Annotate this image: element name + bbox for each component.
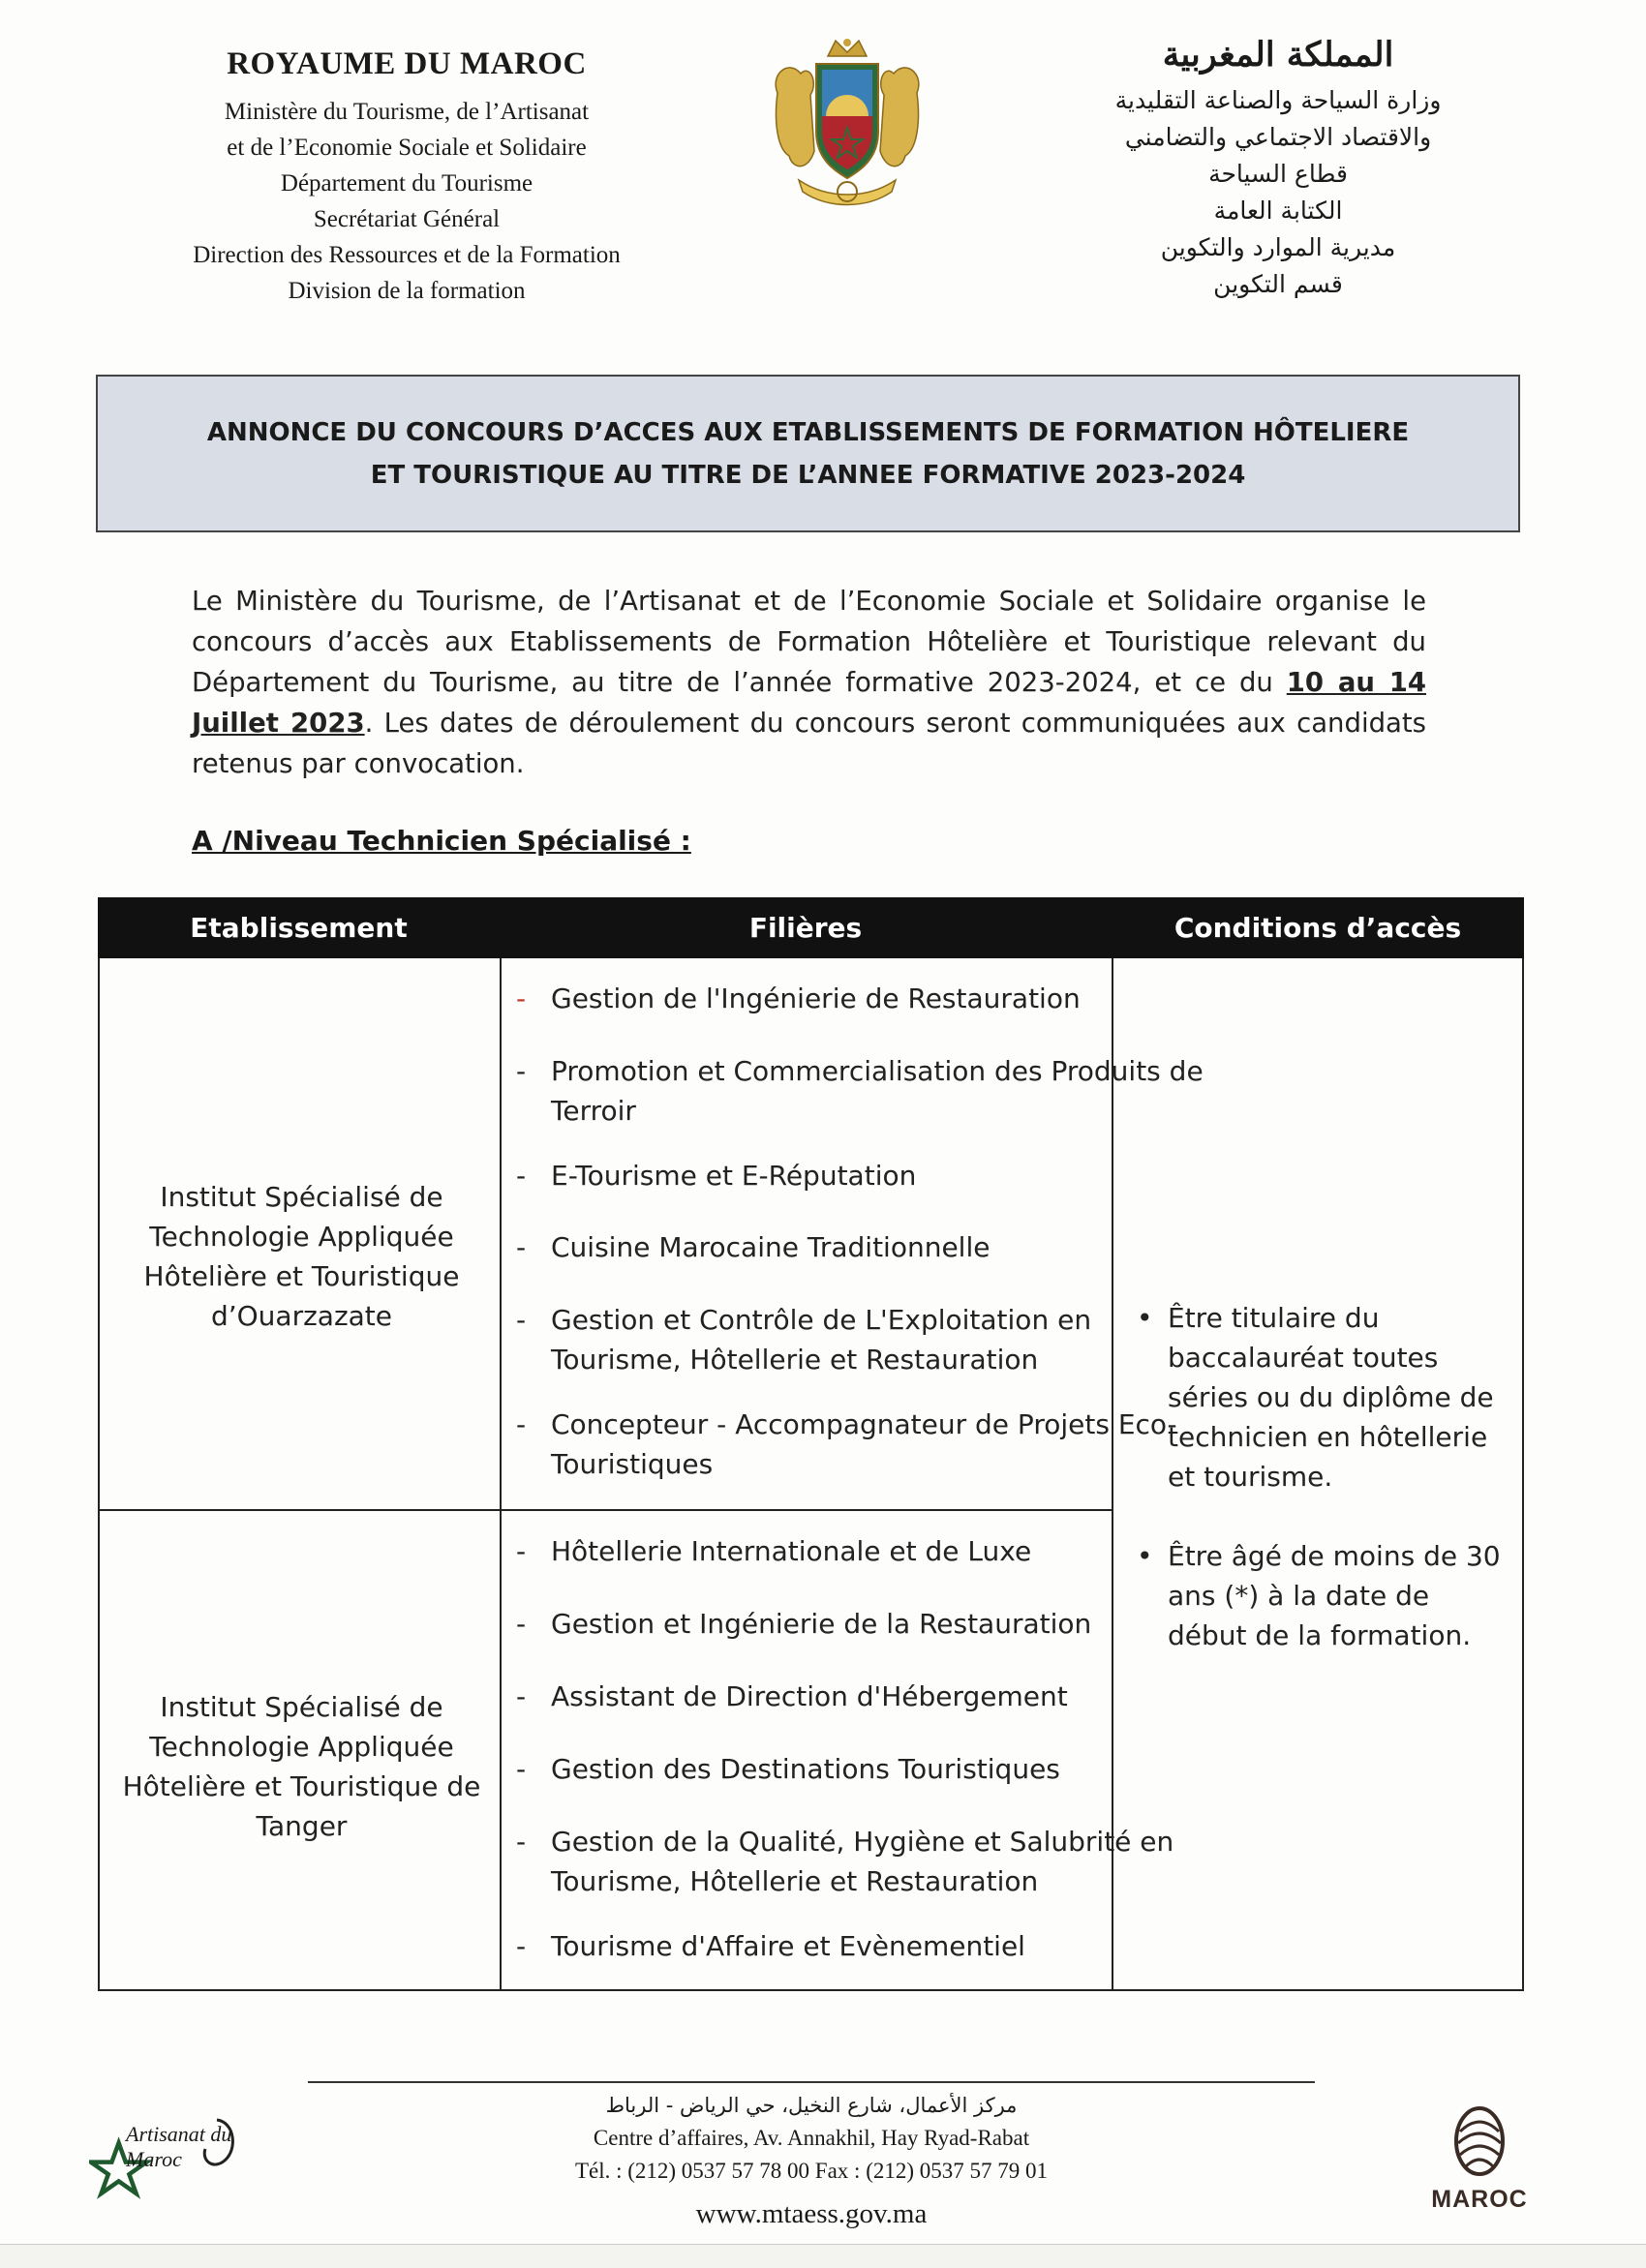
list-item: - Hôtellerie Internationale et de Luxe [516,1535,1032,1567]
column-header: Filières [748,912,863,944]
direction-line: Direction des Ressources et de la Formation [193,242,621,268]
scan-edge [0,2244,1646,2268]
phone-fax: Tél. : (212) 0537 57 78 00 Fax : (212) 0537 57 79 01 [574,2159,1049,2183]
establishments-table [98,897,1524,1991]
ministry-line-ar: والاقتصاد الاجتماعي والتضامني [1124,123,1432,151]
intro-text: . Les dates de déroulement du concours seront communiquées aux candidats retenus par convocation. [192,708,1426,779]
list-item: - E-Tourisme et E-Réputation [516,1160,917,1192]
list-item: - Gestion et Contrôle de L'Exploitation en Tourisme, Hôtellerie et Restauration [516,1304,1092,1376]
condition-item: • Être âgé de moins de 30 ans (*) à la date de début de la formation. [1137,1540,1501,1651]
list-item: - Gestion des Destinations Touristiques [516,1753,1060,1785]
address-french: Centre d’affaires, Av. Annakhil, Hay Ryad-Rabat [593,2126,1030,2150]
ministry-line: Ministère du Tourisme, de l’Artisanat [224,99,590,125]
filieres-list [516,1531,1213,1966]
intro-text: Le Ministère du Tourisme, de l’Artisanat et de l’Economie Sociale et Solidaire organise le concours d’accès aux Etablissements de Formation Hôtelière et Touristique relevant du Département du Tourisme, au titre de l’année formative 2023-2024, et ce du [192,586,1426,698]
establishment-name: Institut Spécialisé de Technologie Appliquée Hôtelière et Touristique de Tanger [122,1691,481,1842]
ministry-line-ar: وزارة السياحة والصناعة التقليدية [1114,86,1442,114]
section-heading: A /Niveau Technicien Spécialisé : [192,825,691,857]
address-arabic: مركز الأعمال، شارع النخيل، حي الرياض - الرباط [605,2094,1018,2117]
column-header: Conditions d’accès [1174,912,1462,944]
royal-coat-of-arms-icon [760,35,934,219]
department-line: Département du Tourisme [280,170,533,197]
kingdom-title-ar: المملكة المغربية [1162,35,1394,75]
secretariat-line-ar: الكتابة العامة [1213,197,1343,225]
header-french-block [116,46,697,309]
artisanat-du-maroc-logo [89,2102,244,2219]
list-item: - Promotion et Commercialisation des Produits de Terroir [516,1055,1204,1127]
list-item: - Gestion de la Qualité, Hygiène et Salubrité en Tourisme, Hôtellerie et Restauration [516,1826,1174,1897]
list-item: - Concepteur - Accompagnateur de Projets Eco-Touristiques [516,1408,1177,1480]
kingdom-title-fr: ROYAUME DU MAROC [227,46,587,81]
establishment-name: Institut Spécialisé de Technologie Appliquée Hôtelière et Touristique d’Ouarzazate [143,1181,460,1332]
filieres-list [516,979,1213,1484]
conditions-list [1131,1298,1509,1655]
division-line-ar: قسم التكوين [1213,270,1343,298]
intro-paragraph [192,581,1426,784]
column-header: Etablissement [190,912,408,944]
announcement-title-line: ET TOURISTIQUE AU TITRE DE L’ANNEE FORMATIVE 2023-2024 [370,460,1246,490]
logo-text: Artisanat du Maroc [126,2122,232,2171]
footer-contact [308,2089,1315,2236]
list-item: - Tourisme d'Affaire et Evènementiel [516,1930,1025,1962]
list-item: - Gestion et Ingénierie de la Restauration [516,1608,1092,1640]
department-line-ar: قطاع السياحة [1208,160,1348,188]
division-line: Division de la formation [288,278,526,304]
footer-divider [308,2081,1315,2083]
direction-line-ar: مديرية الموارد والتكوين [1160,233,1396,261]
row-divider [100,1509,1113,1511]
table-header-row [98,897,1524,958]
announcement-title-box [96,375,1520,532]
list-item: - Assistant de Direction d'Hébergement [516,1680,1068,1712]
maroc-logo-label: MAROC [1431,2186,1528,2213]
website-link[interactable]: www.mtaess.gov.ma [695,2198,928,2229]
condition-item: • Être titulaire du baccalauréat toutes séries ou du diplôme de technicien en hôtellerie et tourisme. [1137,1302,1494,1493]
competition-dates: 10 au 14 Juillet 2023 [192,667,1426,739]
secretariat-line: Secrétariat Général [313,206,501,232]
ministry-line: et de l’Economie Sociale et Solidaire [227,135,587,161]
list-item: - Cuisine Marocaine Traditionnelle [516,1231,991,1263]
announcement-title-line: ANNONCE DU CONCOURS D’ACCES AUX ETABLISSEMENTS DE FORMATION HÔTELIERE [206,417,1410,447]
list-item: - Gestion de l'Ingénierie de Restauration [516,983,1081,1014]
maroc-tourism-logo [1431,2102,1528,2228]
header-arabic-block [1075,35,1481,303]
